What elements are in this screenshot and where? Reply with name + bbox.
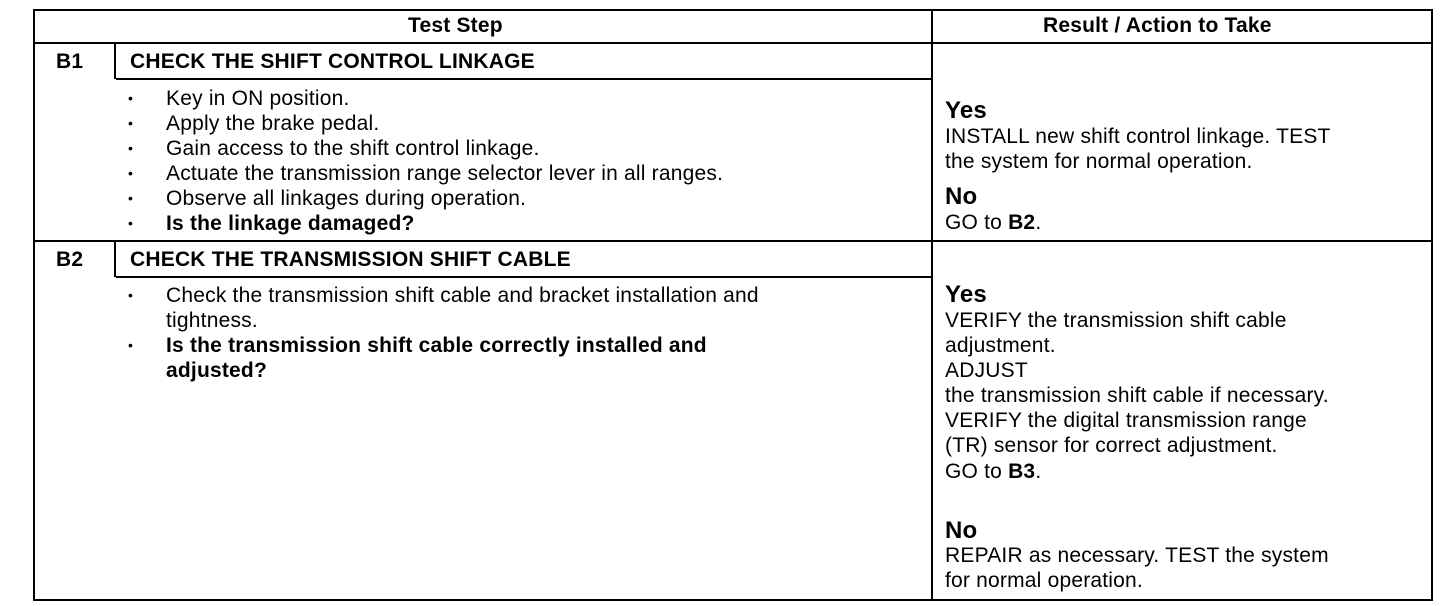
b2-no-label: No <box>945 517 978 544</box>
b1-yes-label: Yes <box>945 97 987 124</box>
b2-yes-line-3: ADJUST <box>945 359 1028 382</box>
b1-bullet-5: Observe all linkages during operation. <box>166 187 527 210</box>
header-divider <box>33 42 1433 44</box>
bullet-icon: • <box>128 115 133 131</box>
step-title-b1: CHECK THE SHIFT CONTROL LINKAGE <box>130 50 535 73</box>
b1-bullet-1: Key in ON position. <box>166 87 350 110</box>
step-id-b1: B1 <box>56 50 84 73</box>
step-title-b2: CHECK THE TRANSMISSION SHIFT CABLE <box>130 248 571 271</box>
b2-bullet-1a: Check the transmission shift cable and bracket installation and <box>166 284 759 307</box>
b2-yes-line-1: VERIFY the transmission shift cable <box>945 309 1287 332</box>
b1-bullet-2: Apply the brake pedal. <box>166 112 380 135</box>
row-divider <box>33 240 1433 242</box>
b1-no-action: GO to B2. <box>945 211 1042 234</box>
header-test-step: Test Step <box>408 14 503 37</box>
b2-title-divider <box>116 276 933 278</box>
b2-no-line-1: REPAIR as necessary. TEST the system <box>945 544 1329 567</box>
b2-yes-goto-target: B3 <box>1008 460 1036 483</box>
bullet-icon: • <box>128 140 133 156</box>
header-result: Result / Action to Take <box>1043 14 1272 37</box>
b2-no-line-2: for normal operation. <box>945 569 1143 592</box>
bullet-icon: • <box>128 165 133 181</box>
bullet-icon: • <box>128 190 133 206</box>
b2-yes-line-5: VERIFY the digital transmission range <box>945 409 1307 432</box>
b1-no-goto-target: B2 <box>1008 211 1036 234</box>
b2-yes-line-6: (TR) sensor for correct adjustment. <box>945 434 1278 457</box>
step-id-b2: B2 <box>56 248 84 271</box>
b2-yes-line-2: adjustment. <box>945 334 1056 357</box>
b1-no-label: No <box>945 183 978 210</box>
b1-bullet-3: Gain access to the shift control linkage. <box>166 137 540 160</box>
b2-bullet-1b: tightness. <box>166 309 258 332</box>
bullet-icon: • <box>128 215 133 231</box>
b2-yes-label: Yes <box>945 281 987 308</box>
b2-question-b: adjusted? <box>166 359 267 382</box>
bullet-icon: • <box>128 287 133 303</box>
b1-yes-line-2: the system for normal operation. <box>945 150 1253 173</box>
b1-title-divider <box>116 78 933 80</box>
b1-question: Is the linkage damaged? <box>166 212 415 235</box>
b2-yes-goto: GO to B3. <box>945 460 1042 483</box>
b2-yes-line-4: the transmission shift cable if necessary. <box>945 384 1329 407</box>
b1-id-divider <box>114 42 116 79</box>
column-divider <box>931 9 933 601</box>
b1-yes-line-1: INSTALL new shift control linkage. TEST <box>945 125 1331 148</box>
bullet-icon: • <box>128 90 133 106</box>
bullet-icon: • <box>128 337 133 353</box>
b1-bullet-4: Actuate the transmission range selector lever in all ranges. <box>166 162 724 185</box>
b2-question-a: Is the transmission shift cable correctly installed and <box>166 334 707 357</box>
b2-id-divider <box>114 240 116 277</box>
